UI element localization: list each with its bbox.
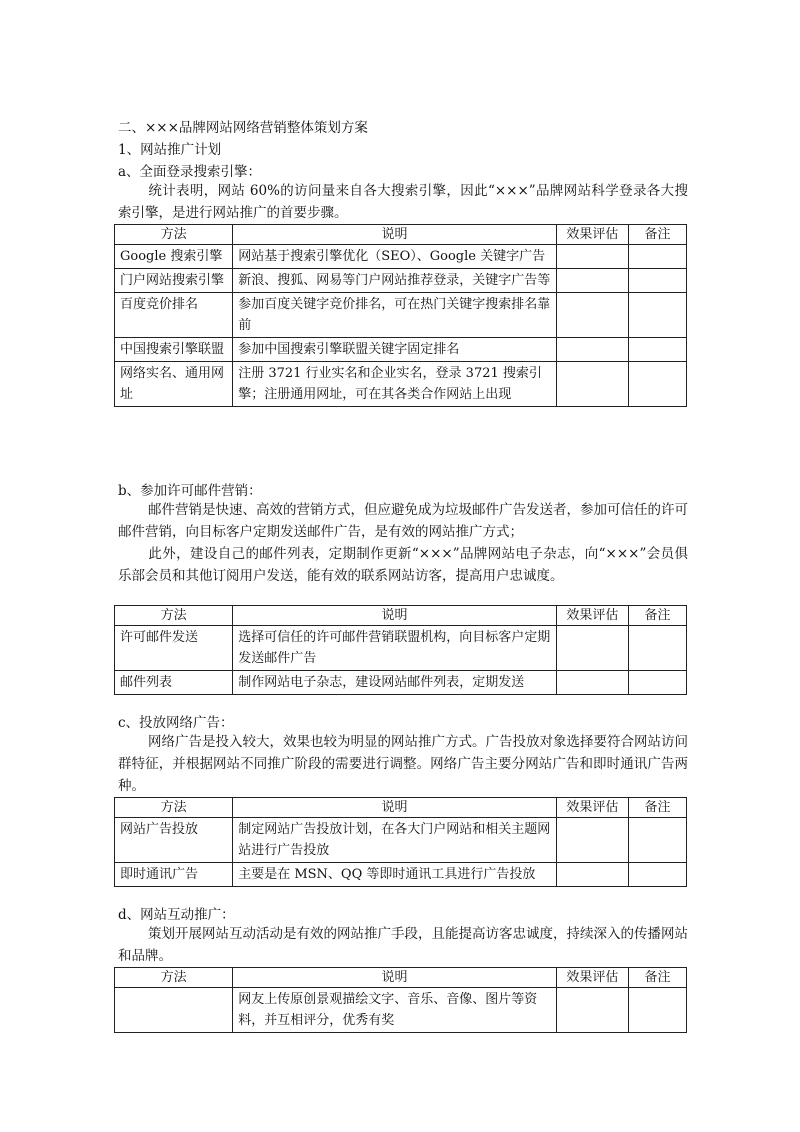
cell-eval <box>556 293 628 338</box>
cell-note <box>628 362 686 407</box>
section-a-paragraph: 统计表明，网站 60%的访问量来自各大搜索引擎，因此“×××”品牌网站科学登录各大搜索引擎，是进行网站推广的首要步骤。 <box>118 183 688 221</box>
table-header-row <box>115 798 687 818</box>
section-d-heading: d、网站互动推广： <box>118 907 235 923</box>
cell-method: 中国搜索引擎联盟 <box>115 338 233 362</box>
section-c-heading: c、投放网络广告： <box>118 715 234 731</box>
cell-eval <box>556 245 628 269</box>
table-row <box>115 988 687 1033</box>
cell-note <box>628 988 686 1033</box>
header-eval: 效果评估 <box>556 968 628 988</box>
section-b-paragraph-2: 此外，建设自己的邮件列表，定期制作更新“×××”品牌网站电子杂志，向“×××”会员俱乐部会员和其他订阅用户发送，能有效的联系网站访客，提高用户忠诚度。 <box>118 546 688 584</box>
header-note: 备注 <box>628 606 686 626</box>
header-desc: 说明 <box>233 225 557 245</box>
cell-method: Google 搜索引擎 <box>115 245 233 269</box>
cell-method: 百度竞价排名 <box>115 293 233 338</box>
cell-method: 即时通讯广告 <box>115 863 233 887</box>
cell-eval <box>556 988 628 1033</box>
cell-desc: 选择可信任的许可邮件营销联盟机构，向目标客户定期发送邮件广告 <box>233 626 557 671</box>
cell-eval <box>556 338 628 362</box>
cell-note <box>628 269 686 293</box>
search-engine-table <box>114 224 687 407</box>
cell-method <box>115 988 233 1033</box>
table-row <box>115 362 687 407</box>
cell-desc: 参加中国搜索引擎联盟关键字固定排名 <box>233 338 557 362</box>
cell-desc: 主要是在 MSN、QQ 等即时通讯工具进行广告投放 <box>233 863 557 887</box>
header-desc: 说明 <box>233 798 557 818</box>
header-eval: 效果评估 <box>556 225 628 245</box>
cell-method: 门户网站搜索引擎 <box>115 269 233 293</box>
cell-eval <box>556 671 628 695</box>
table-row <box>115 245 687 269</box>
table-row <box>115 671 687 695</box>
cell-desc: 新浪、搜狐、网易等门户网站推荐登录，关键字广告等 <box>233 269 557 293</box>
cell-desc: 网站基于搜索引擎优化（SEO）、Google 关键字广告 <box>233 245 557 269</box>
table-header-row <box>115 968 687 988</box>
cell-method: 网络实名、通用网址 <box>115 362 233 407</box>
section-c-paragraph: 网络广告是投入较大，效果也较为明显的网站推广方式。广告投放对象选择要符合网站访问群特征，并根据网站不同推广阶段的需要进行调整。网络广告主要分网站广告和即时通讯广告两种。 <box>118 734 688 794</box>
header-desc: 说明 <box>233 968 557 988</box>
table-row <box>115 338 687 362</box>
header-note: 备注 <box>628 968 686 988</box>
cell-method: 许可邮件发送 <box>115 626 233 671</box>
header-eval: 效果评估 <box>556 798 628 818</box>
cell-desc: 参加百度关键字竞价排名，可在热门关键字搜索排名靠前 <box>233 293 557 338</box>
cell-method: 网站广告投放 <box>115 818 233 863</box>
document-title: 二、×××品牌网站网络营销整体策划方案 <box>118 120 368 136</box>
header-method: 方法 <box>115 225 233 245</box>
cell-note <box>628 293 686 338</box>
header-note: 备注 <box>628 798 686 818</box>
cell-eval <box>556 818 628 863</box>
header-method: 方法 <box>115 968 233 988</box>
cell-note <box>628 671 686 695</box>
header-method: 方法 <box>115 798 233 818</box>
table-row <box>115 269 687 293</box>
plan-heading: 1、网站推广计划 <box>118 142 222 158</box>
cell-note <box>628 863 686 887</box>
cell-desc: 制定网站广告投放计划，在各大门户网站和相关主题网站进行广告投放 <box>233 818 557 863</box>
table-row <box>115 863 687 887</box>
cell-eval <box>556 269 628 293</box>
table-row <box>115 818 687 863</box>
cell-note <box>628 626 686 671</box>
cell-eval <box>556 626 628 671</box>
network-ad-table <box>114 797 687 887</box>
section-b-paragraph-1: 邮件营销是快速、高效的营销方式，但应避免成为垃圾邮件广告发送者，参加可信任的许可邮件营销，向目标客户定期发送邮件广告，是有效的网站推广方式； <box>118 502 688 540</box>
section-a-heading: a、全面登录搜索引擎： <box>118 164 262 180</box>
cell-eval <box>556 362 628 407</box>
table-header-row <box>115 225 687 245</box>
header-eval: 效果评估 <box>556 606 628 626</box>
cell-note <box>628 818 686 863</box>
header-note: 备注 <box>628 225 686 245</box>
section-d-paragraph: 策划开展网站互动活动是有效的网站推广手段，且能提高访客忠诚度，持续深入的传播网站和品牌。 <box>118 926 688 964</box>
header-method: 方法 <box>115 606 233 626</box>
table-header-row <box>115 606 687 626</box>
cell-eval <box>556 863 628 887</box>
cell-note <box>628 338 686 362</box>
cell-desc: 制作网站电子杂志，建设网站邮件列表，定期发送 <box>233 671 557 695</box>
table-row <box>115 626 687 671</box>
header-desc: 说明 <box>233 606 557 626</box>
cell-method: 邮件列表 <box>115 671 233 695</box>
mail-marketing-table <box>114 605 687 695</box>
interactive-promo-table <box>114 967 687 1033</box>
cell-desc: 网友上传原创景观描绘文字、音乐、音像、图片等资料，并互相评分，优秀有奖 <box>233 988 557 1033</box>
cell-desc: 注册 3721 行业实名和企业实名，登录 3721 搜索引擎；注册通用网址，可在其各类合作网站上出现 <box>233 362 557 407</box>
section-b-heading: b、参加许可邮件营销： <box>118 483 262 499</box>
cell-note <box>628 245 686 269</box>
table-row <box>115 293 687 338</box>
